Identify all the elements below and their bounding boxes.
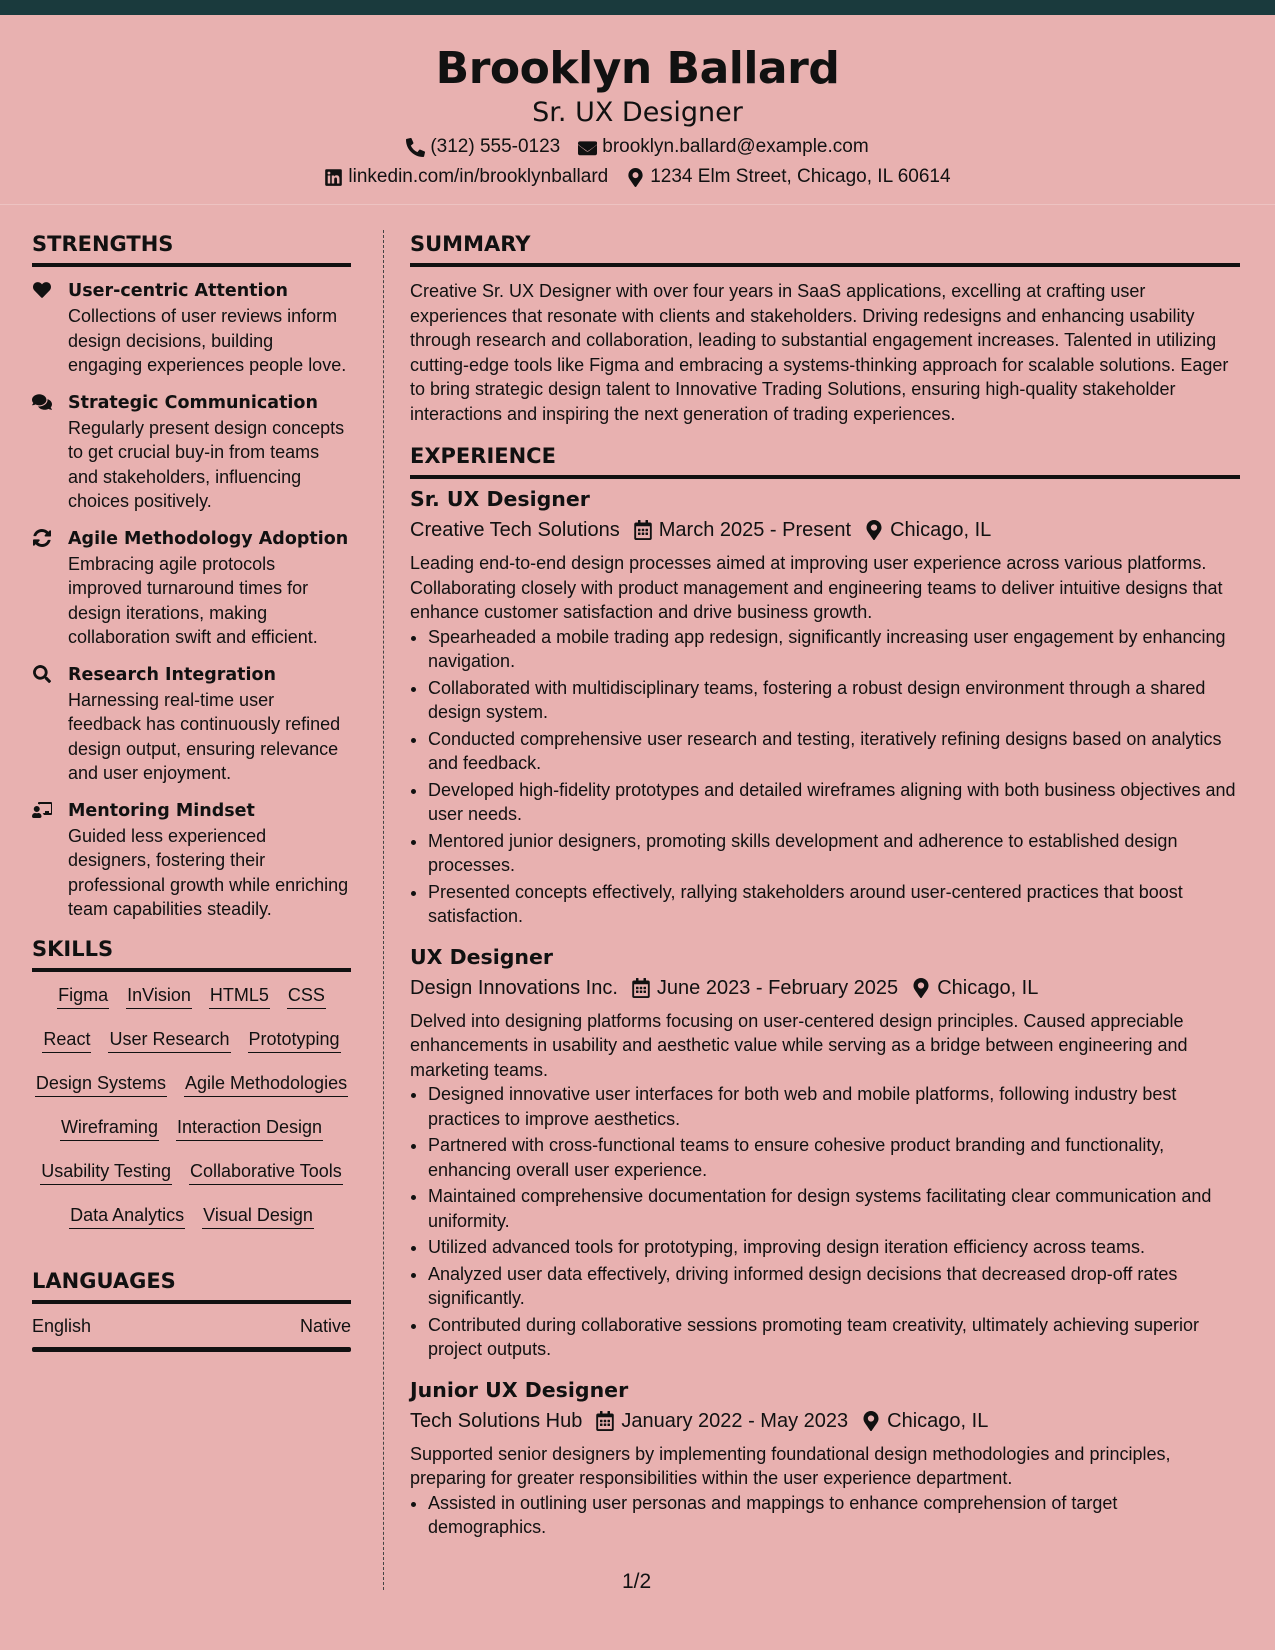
summary-section <box>410 230 1240 426</box>
job-bullets <box>428 625 1240 929</box>
skill-tag: Collaborative Tools <box>189 1160 343 1185</box>
job-company: Design Innovations Inc. <box>410 976 618 999</box>
job-description: Leading end-to-end design processes aimed at improving user experience across various platforms. Collaborating closely with product management and engineering teams to deliver intuitive designs that enhance customer satisfaction and drive business growth. <box>410 553 1223 622</box>
skill-tag: Figma <box>57 984 109 1009</box>
skill-tag: Design Systems <box>35 1072 167 1097</box>
job-title: Sr. UX Designer <box>410 487 590 511</box>
job-bullet: • Conducted comprehensive user research and testing, iteratively refining designs based on analytics and feedback. <box>428 727 1240 776</box>
strength-item <box>32 279 351 378</box>
heart-icon <box>32 281 52 299</box>
calendar-icon <box>632 978 650 998</box>
map-marker-icon <box>862 1411 880 1431</box>
skill-tag: Prototyping <box>248 1028 341 1053</box>
job-bullet: • Analyzed user data effectively, driving informed design decisions that decreased drop-off rates significantly. <box>428 1262 1240 1311</box>
strength-desc: Guided less experienced designers, fostering their professional growth while enriching team capabilities steadily. <box>68 825 349 919</box>
language-proficiency-bar <box>32 1347 351 1352</box>
job-bullet: • Presented concepts effectively, rallying stakeholders around user-centered practices that boost satisfaction. <box>428 880 1240 929</box>
calendar-icon <box>596 1411 614 1431</box>
skill-tag: Wireframing <box>60 1116 159 1141</box>
strength-title: Agile Methodology Adoption <box>68 528 349 549</box>
job-description: Supported senior designers by implementing foundational design methodologies and principles, preparing for greater responsibilities within the user experience department. <box>410 1443 1171 1488</box>
skill-tag: Interaction Design <box>176 1116 323 1141</box>
job-bullets <box>428 1082 1240 1362</box>
candidate-role: Sr. UX Designer <box>532 97 743 128</box>
left-column <box>32 230 351 1352</box>
strength-desc: Embracing agile protocols improved turnaround times for design iterations, making collaboration swift and efficient. <box>68 553 318 647</box>
summary-text: Creative Sr. UX Designer with over four years in SaaS applications, excelling at crafting user experiences that resonate with clients and stakeholders. Driving redesigns and enhancing usability through research and collaboration, leading to substantial engagement increases. Talented in utilizing cutting-edge tools like Figma and embracing a systems-thinking approach for scalable solutions. Eager to bring strategic design talent to Innovative Trading Solutions, ensuring high-quality stakeholder interactions and inspiring the next generation of trading experiences. <box>410 281 1229 424</box>
calendar-icon <box>634 520 652 540</box>
strength-title: User-centric Attention <box>68 281 288 301</box>
comments-icon <box>32 393 52 411</box>
strength-item <box>32 391 351 514</box>
job-title: UX Designer <box>410 944 554 969</box>
linkedin-icon <box>324 168 343 187</box>
job-bullet: • Maintained comprehensive documentation for design systems facilitating clear communication and uniformity. <box>428 1184 1240 1233</box>
job-bullet: • Utilized advanced tools for prototyping, improving design iteration efficiency across teams. <box>428 1235 1240 1260</box>
job-meta <box>410 1407 1240 1435</box>
job-company: Tech Solutions Hub <box>410 1409 583 1432</box>
map-marker-icon <box>865 520 883 540</box>
skills-heading: SKILLS <box>32 935 351 972</box>
top-accent-bar <box>0 0 1275 15</box>
strength-desc: Harnessing real-time user feedback has continuously refined design output, ensuring relevance and user enjoyment. <box>68 689 341 783</box>
job-entry <box>410 1376 1240 1540</box>
address-contact <box>626 166 950 188</box>
experience-heading: EXPERIENCE <box>410 442 1240 479</box>
skill-tag: CSS <box>287 984 326 1009</box>
job-bullet: • Spearheaded a mobile trading app redesign, significantly increasing user engagement by enhancing navigation. <box>428 625 1240 674</box>
search-icon <box>32 665 52 683</box>
skills-list <box>32 984 351 1229</box>
skill-tag: Usability Testing <box>40 1160 172 1185</box>
skill-tag: Visual Design <box>202 1204 314 1229</box>
refresh-icon <box>32 529 52 547</box>
envelope-icon <box>578 138 597 157</box>
job-bullets <box>428 1491 1240 1540</box>
phone-icon <box>406 138 425 157</box>
contact-row-1 <box>0 136 1275 158</box>
language-item <box>32 1316 351 1337</box>
strength-desc: Regularly present design concepts to get crucial buy-in from teams and stakeholders, influencing choices positively. <box>68 417 345 511</box>
right-column <box>410 230 1240 1554</box>
page-number: 1/2 <box>622 1570 652 1593</box>
skill-tag: React <box>42 1028 91 1053</box>
strength-title: Mentoring Mindset <box>68 800 255 821</box>
job-location-text: Chicago, IL <box>887 1409 989 1432</box>
contact-row-2 <box>0 166 1275 188</box>
phone-contact[interactable] <box>406 136 560 158</box>
skill-tag: Data Analytics <box>69 1204 185 1229</box>
teacher-icon <box>32 801 52 819</box>
address-text: 1234 Elm Street, Chicago, IL 60614 <box>650 166 951 187</box>
job-location-text: Chicago, IL <box>937 976 1039 999</box>
email-text: brooklyn.ballard@example.com <box>602 136 869 157</box>
candidate-name: Brooklyn Ballard <box>435 43 840 94</box>
job-dates-text: January 2022 - May 2023 <box>621 1409 849 1432</box>
job-dates <box>634 516 851 544</box>
resume-header <box>0 15 1275 205</box>
job-dates-text: March 2025 - Present <box>658 519 852 541</box>
skill-tag: InVision <box>126 984 192 1009</box>
job-meta <box>410 974 1240 1002</box>
job-company: Creative Tech Solutions <box>410 519 620 541</box>
job-dates-text: June 2023 - February 2025 <box>656 976 899 999</box>
job-dates <box>632 974 898 1002</box>
map-marker-icon <box>912 978 930 998</box>
strength-item <box>32 663 351 786</box>
language-level: Native <box>299 1315 351 1336</box>
job-bullet: • Contributed during collaborative sessions promoting team creativity, ultimately achieving superior project outputs. <box>428 1313 1240 1362</box>
job-entry <box>410 943 1240 1362</box>
strength-title: Strategic Communication <box>68 392 318 413</box>
linkedin-contact[interactable] <box>324 166 608 188</box>
languages-section <box>32 1267 351 1352</box>
experience-section <box>410 442 1240 1540</box>
skill-tag: HTML5 <box>209 984 270 1009</box>
strengths-section <box>32 230 351 922</box>
strengths-heading: STRENGTHS <box>32 230 351 267</box>
job-title: Junior UX Designer <box>410 1377 629 1402</box>
email-contact[interactable] <box>578 136 868 158</box>
job-location <box>865 516 991 544</box>
job-location-text: Chicago, IL <box>890 519 992 541</box>
strength-item <box>32 799 351 922</box>
skill-tag: Agile Methodologies <box>184 1072 348 1097</box>
linkedin-text: linkedin.com/in/brooklynballard <box>348 166 609 187</box>
job-location <box>862 1407 988 1435</box>
job-dates <box>596 1407 848 1435</box>
column-divider <box>383 230 384 1590</box>
strength-item <box>32 527 351 650</box>
job-bullet: • Designed innovative user interfaces for both web and mobile platforms, following industry best practices to improve aesthetics. <box>428 1082 1240 1131</box>
job-bullet: • Partnered with cross-functional teams to ensure cohesive product branding and functionality, enhancing overall user experience. <box>428 1133 1240 1182</box>
phone-text: (312) 555-0123 <box>430 136 561 157</box>
job-bullet: • Collaborated with multidisciplinary teams, fostering a robust design environment through a shared design system. <box>428 676 1240 725</box>
languages-heading: LANGUAGES <box>32 1267 351 1304</box>
strength-title: Research Integration <box>68 664 277 685</box>
skill-tag: User Research <box>108 1028 230 1053</box>
summary-heading: SUMMARY <box>410 230 1240 267</box>
strength-desc: Collections of user reviews inform design decisions, building engaging experiences people love. <box>68 306 347 375</box>
job-description: Delved into designing platforms focusing on user-centered design principles. Caused appreciable enhancements in usability and aesthetic value while serving as a bridge between engineering and marketing teams. <box>410 1010 1188 1080</box>
job-meta <box>410 516 1240 544</box>
language-name: English <box>32 1315 92 1336</box>
job-bullet: • Mentored junior designers, promoting skills development and adherence to established design processes. <box>428 829 1240 878</box>
map-marker-icon <box>626 168 645 187</box>
job-bullet: • Developed high-fidelity prototypes and detailed wireframes aligning with both business objectives and user needs. <box>428 778 1240 827</box>
job-entry <box>410 485 1240 929</box>
job-bullet: • Assisted in outlining user personas and mappings to enhance comprehension of target demographics. <box>428 1491 1240 1540</box>
job-location <box>912 974 1038 1002</box>
skills-section <box>32 935 351 1229</box>
